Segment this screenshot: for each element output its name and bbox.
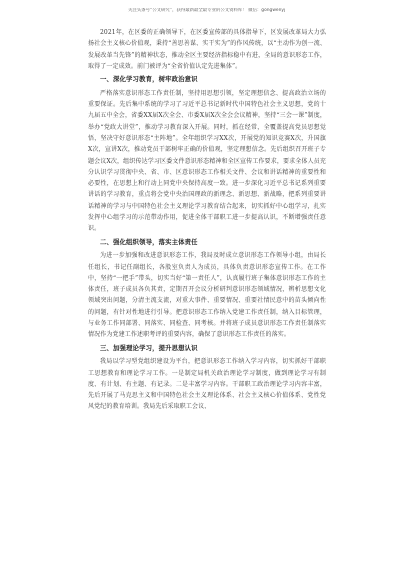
section-2-paragraph: 为进一步加强和改进意识形态工作，我局及时成立意识形态工作领导小组，由局长任组长，书记任副组长，各股室负责人为成员，具体负责意识形态宣传工作。在工作中，坚持“一把手”带头，切实当好“第一责任人”，认真履行班子集体意识形态工作的主体责任，班子成员各负其责，定期召开会议分析研判意识形态领域情况，辨析思想文化领域突出问题，分清主流支流，对重大事件、重要情况、重要社情民意中的苗头倾向性的问题，有针对性地进行引导。把意识形态工作纳入党建工作责任制，纳入目标管理，与业务工作同部署、同落实、同检查、同考核。并将班子成员意识形态工作责任制落实情况作为党建工作述职考评的重要内容，确保了意识形态工作责任的落实。 (88, 252, 326, 339)
document-body (88, 27, 326, 413)
section-2-heading: 二、强化组织领导，落实主体责任 (100, 237, 198, 246)
section-1-heading: 一、深化学习教育，树牢政治意识 (100, 75, 198, 84)
header-banner: 关注头条号“公文研究”，获得最新最全最专业的公文资料库！ 微信：gongwenyj (128, 8, 286, 13)
section-1-paragraph: 严格落实意识形态工作责任制，坚持用思想引领，坚定理想信念、提高政治立场的重要保证。先后集中系统的学习了习近平总书记新时代中国特色社会主义思想，党的十九届五中全会，省委XX届X次全会、市委X届X次全会会议精神，坚持“三会一课”制度，举办“党政大讲堂”，推动学习教育深入开展。同时，抓在经常，全覆盖提高党员思想觉悟，坚决守好意识形态“主阵地”。全年组织学习XX次，开展党的知识竞赛X次，升国旗X次，宣讲X次，推动党员干部树牢正确的价值观，坚定理想信念。先后组织召开班子专题会议X次，组织传达学习区委文件意识形态精神和全区宣传工作要求，要求全体人员充分认识学习贯彻中央、省、市、区意识形态工作相关文件、会议和讲话精神的重要性和必要性，在思想上和行动上同党中央保持高度一致。进一步深化习近平总书记系列重要讲话的学习教育，重点将会党中央治国理政的新理念、新思想、新战略，把系列重要讲话精神的学习与中国特色社会主义理论学习教育结合起来，切实抓好中心组学习，扎实发挥中心组学习的示范带动作用，促进全体干部职工进一步提高认识，不断增强责任意识。 (88, 89, 326, 233)
intro-paragraph: 2021年，在区委的正确领导下，在区委宣传部的具体指导下，区发展改革局大力弘扬社会主义核心价值观，秉持“善思善谋、实干实为”的作风传统，以“主动作为创一流、发展改革当先锋”的精神状态，推动全区主要经济指标稳中有进，全局的意识形态工作，取得了一定成效。前门被评为“全省价值认定先进集体”。 (88, 29, 326, 70)
section-3-heading: 三、加强理论学习，提升思想认识 (100, 343, 198, 352)
section-3-paragraph: 我局以学习型党组织建设为平台，把意识形态工作纳入学习内容，切实抓好干部职工思想教育和理论学习工作。一是制定局机关政治理论学习制度，做到理论学习有制度、有计划、有主题、有记录。二是丰富学习内容。干部职工政治理论学习内容丰富，先后开展了马克思主义和中国特色社会主义理论体系、社会主义核心价值体系、党性党风党纪的教育培训。我局先后采取职工会议、 (88, 358, 326, 411)
